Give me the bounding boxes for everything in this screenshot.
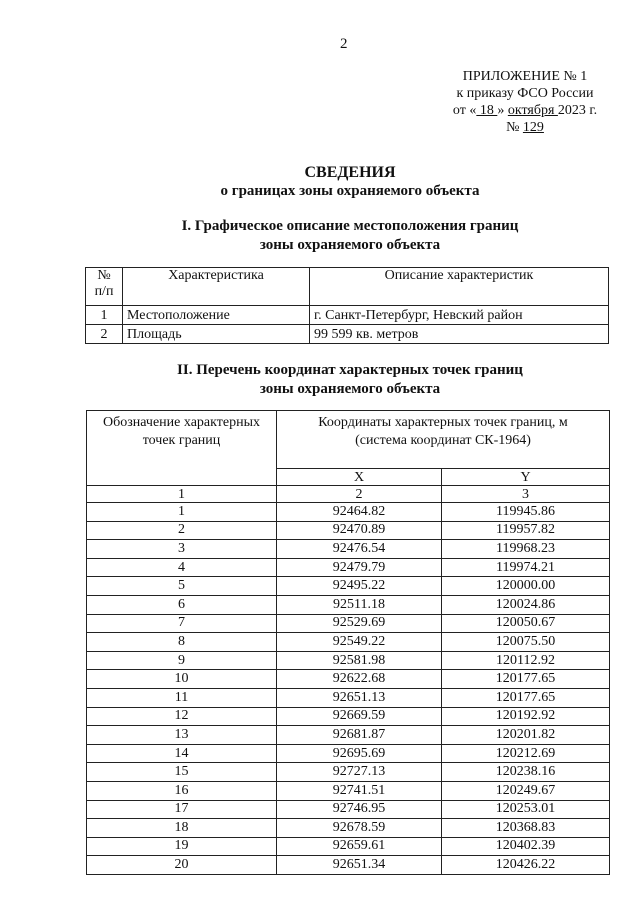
section2-heading: [0, 361, 640, 399]
cell-point: 12: [87, 707, 277, 726]
cell-y: 120368.83: [442, 819, 610, 838]
cell-x: 92479.79: [277, 558, 442, 577]
cell-point: 14: [87, 744, 277, 763]
header-x: X: [277, 469, 442, 486]
cell-x: 92659.61: [277, 837, 442, 856]
approval-block: [430, 68, 620, 136]
table-row: [86, 325, 609, 344]
header-coords-line2: (система координат СК-1964): [355, 433, 531, 448]
approval-order: к приказу ФСО России: [456, 86, 594, 101]
section2-title-line1: II. Перечень координат характерных точек границ: [177, 362, 523, 378]
table-row: [87, 819, 610, 838]
cell-x: 92746.95: [277, 800, 442, 819]
cell-y: 120192.92: [442, 707, 610, 726]
colnum-1: 1: [87, 486, 277, 503]
table-row: [87, 744, 610, 763]
cell-point: 7: [87, 614, 277, 633]
cell-x: 92495.22: [277, 577, 442, 596]
table-row: [86, 306, 609, 325]
page-number: 2: [340, 36, 348, 52]
table-row: [87, 856, 610, 875]
cell-y: 120426.22: [442, 856, 610, 875]
cell-point: 10: [87, 670, 277, 689]
cell-point: 2: [87, 521, 277, 540]
cell-y: 120177.65: [442, 688, 610, 707]
table-row: [87, 503, 610, 522]
cell-num: 2: [86, 325, 123, 344]
cell-y: 120075.50: [442, 633, 610, 652]
cell-description: г. Санкт-Петербург, Невский район: [310, 306, 609, 325]
cell-x: 92581.98: [277, 651, 442, 670]
section2-title-line2: зоны охраняемого объекта: [259, 381, 441, 397]
cell-y: 120177.65: [442, 670, 610, 689]
cell-x: 92511.18: [277, 595, 442, 614]
cell-point: 18: [87, 819, 277, 838]
date-prefix: от «: [452, 103, 477, 118]
header-point: [87, 411, 277, 486]
cell-point: 9: [87, 651, 277, 670]
document-subtitle: о границах зоны охраняемого объекта: [220, 183, 480, 199]
table-row: [87, 651, 610, 670]
cell-y: 120201.82: [442, 726, 610, 745]
table-row: [87, 707, 610, 726]
header-characteristic: Характеристика: [123, 268, 310, 306]
cell-point: 19: [87, 837, 277, 856]
location-table: [85, 267, 609, 344]
table-row: [87, 763, 610, 782]
cell-description: 99 599 кв. метров: [310, 325, 609, 344]
cell-x: 92741.51: [277, 781, 442, 800]
table-row: [87, 558, 610, 577]
cell-point: 6: [87, 595, 277, 614]
approval-title: ПРИЛОЖЕНИЕ № 1: [462, 69, 588, 84]
cell-point: 3: [87, 540, 277, 559]
header-point-line2: точек границ: [142, 433, 221, 448]
table-row: [87, 726, 610, 745]
cell-point: 16: [87, 781, 277, 800]
cell-x: 92622.68: [277, 670, 442, 689]
section1-title-line1: I. Графическое описание местоположения границ: [181, 218, 519, 234]
cell-x: 92651.34: [277, 856, 442, 875]
table-row: [87, 670, 610, 689]
table-row: [87, 521, 610, 540]
cell-point: 17: [87, 800, 277, 819]
location-table-header: [86, 268, 609, 306]
section1-title-line2: зоны охраняемого объекта: [259, 237, 441, 253]
cell-point: 15: [87, 763, 277, 782]
colnum-3: 3: [442, 486, 610, 503]
table-row: [87, 614, 610, 633]
cell-num: 1: [86, 306, 123, 325]
header-y: Y: [442, 469, 610, 486]
coordinates-table: [86, 410, 610, 875]
document-title: СВЕДЕНИЯ: [304, 164, 396, 181]
number-prefix: №: [506, 120, 523, 135]
cell-y: 120253.01: [442, 800, 610, 819]
table-row: [87, 800, 610, 819]
header-coords-line1: Координаты характерных точек границ, м: [318, 415, 568, 430]
cell-y: 119945.86: [442, 503, 610, 522]
cell-x: 92549.22: [277, 633, 442, 652]
cell-x: 92476.54: [277, 540, 442, 559]
table-row: [87, 540, 610, 559]
cell-x: 92695.69: [277, 744, 442, 763]
header-description: Описание характеристик: [310, 268, 609, 306]
cell-y: 119974.21: [442, 558, 610, 577]
number-value: 129: [522, 120, 544, 135]
cell-x: 92678.59: [277, 819, 442, 838]
cell-y: 120402.39: [442, 837, 610, 856]
cell-x: 92464.82: [277, 503, 442, 522]
table-row: [87, 633, 610, 652]
cell-point: 1: [87, 503, 277, 522]
date-mid: »: [497, 103, 508, 118]
cell-point: 13: [87, 726, 277, 745]
coordinates-table-header: [87, 411, 610, 469]
table-row: [87, 595, 610, 614]
cell-y: 120212.69: [442, 744, 610, 763]
header-colnum-row: [87, 486, 610, 503]
cell-x: 92669.59: [277, 707, 442, 726]
cell-y: 120050.67: [442, 614, 610, 633]
header-num-line1: №: [97, 268, 111, 283]
date-day: 18: [476, 103, 498, 118]
cell-x: 92727.13: [277, 763, 442, 782]
coordinates-body: [87, 503, 610, 875]
date-year: 2023 г.: [557, 103, 598, 118]
approval-date: [430, 102, 620, 119]
cell-y: 120024.86: [442, 595, 610, 614]
cell-point: 8: [87, 633, 277, 652]
date-month: октября: [507, 103, 558, 118]
cell-characteristic: Местоположение: [123, 306, 310, 325]
cell-characteristic: Площадь: [123, 325, 310, 344]
cell-y: 119957.82: [442, 521, 610, 540]
approval-number: [430, 119, 620, 136]
section1-heading: [0, 217, 640, 255]
table-row: [87, 837, 610, 856]
header-num-line2: п/п: [94, 284, 114, 299]
header-point-line1: Обозначение характерных: [103, 415, 260, 430]
cell-point: 4: [87, 558, 277, 577]
cell-y: 120238.16: [442, 763, 610, 782]
cell-x: 92529.69: [277, 614, 442, 633]
colnum-2: 2: [277, 486, 442, 503]
header-coordinates: [277, 411, 610, 469]
header-num: [86, 268, 123, 306]
table-row: [87, 577, 610, 596]
cell-point: 5: [87, 577, 277, 596]
table-row: [87, 688, 610, 707]
cell-point: 11: [87, 688, 277, 707]
cell-y: 120249.67: [442, 781, 610, 800]
cell-y: 119968.23: [442, 540, 610, 559]
table-row: [87, 781, 610, 800]
cell-point: 20: [87, 856, 277, 875]
cell-x: 92470.89: [277, 521, 442, 540]
cell-y: 120000.00: [442, 577, 610, 596]
cell-y: 120112.92: [442, 651, 610, 670]
cell-x: 92651.13: [277, 688, 442, 707]
cell-x: 92681.87: [277, 726, 442, 745]
